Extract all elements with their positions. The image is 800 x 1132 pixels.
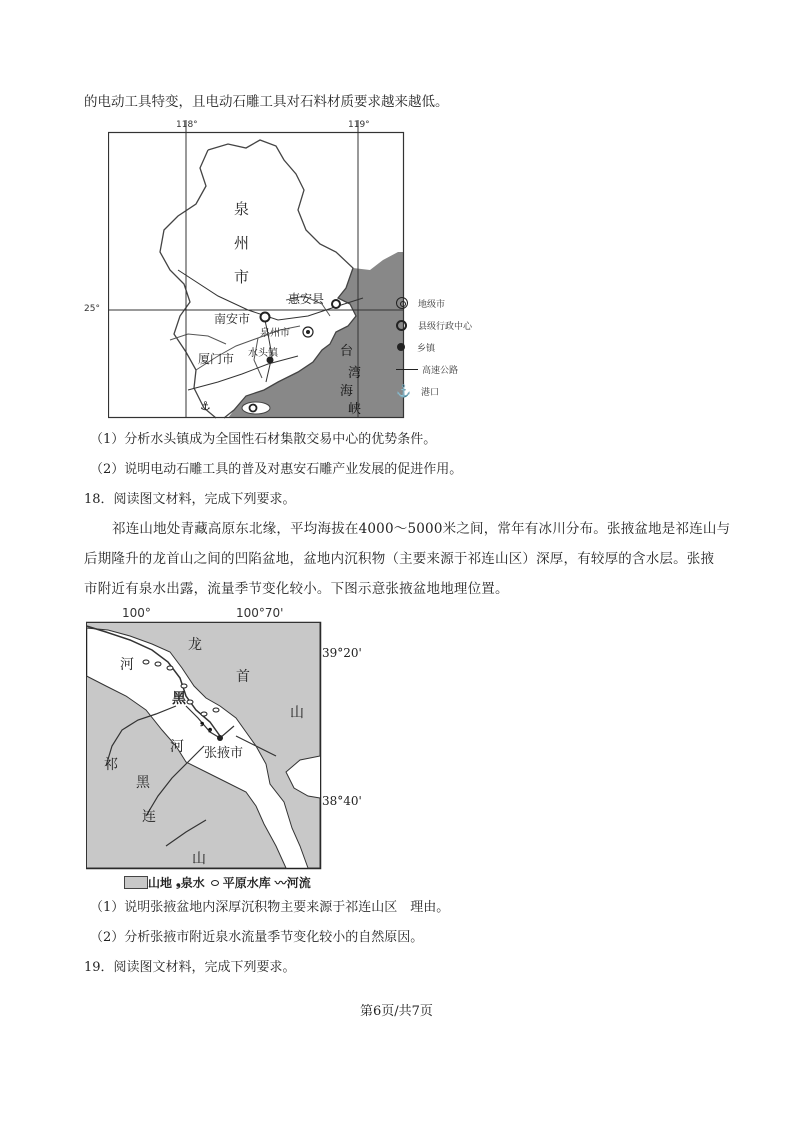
highway-1	[178, 270, 363, 320]
line-icon	[396, 369, 418, 370]
qilian-char-hei: 黑	[136, 775, 150, 791]
legend-label-prefecture: 地级市	[418, 299, 446, 310]
heihe-char-hei: 黑	[172, 691, 186, 707]
heihe-char-he-2: 河	[170, 739, 184, 755]
xiamen-label: 厦门市	[198, 352, 235, 366]
question-18-para-1: 祁连山地处青藏高原东北缘，平均海拔在4000～5000米之间，常年有冰川分布。张掖盆地是祁连山与	[112, 521, 731, 537]
legend-label-highway: 高速公路	[422, 365, 459, 376]
legend-item-highway	[396, 358, 506, 380]
strait-char-3: 海	[340, 384, 354, 399]
quanzhou-city-char-1: 泉	[234, 200, 250, 218]
question-17-2: （2）说明电动石雕工具的普及对惠安石雕产业发展的促进作用。	[90, 462, 463, 477]
longshou-char-shou: 首	[236, 669, 250, 685]
zhangye-label: 张掖市	[204, 746, 244, 761]
lon-100-label: 100°	[122, 606, 151, 620]
reservoir-icon	[167, 666, 173, 670]
huian-marker	[332, 300, 340, 308]
legend-label-township: 乡镇	[417, 343, 436, 354]
reservoir-icon	[187, 700, 193, 704]
mountain-swatch-icon	[124, 876, 148, 889]
map2-legend	[124, 874, 311, 891]
legend-item-prefecture	[396, 292, 506, 314]
map1-legend	[396, 292, 506, 402]
spring-icon: ❟	[176, 875, 181, 889]
qilian-char-qi: 祁	[104, 757, 118, 773]
strait-char-1: 台	[340, 344, 354, 359]
question-18-para-3: 市附近有泉水出露，流量季节变化较小。下图示意张掖盆地地理位置。	[84, 581, 509, 597]
top-text-line: 的电动工具特变，且电动石雕工具对石料材质要求越来越低。	[84, 94, 449, 110]
quanzhou-marker-center	[306, 330, 310, 334]
reservoir-icon	[143, 660, 149, 664]
nanan-marker	[261, 313, 270, 322]
lon-119-label: 119°	[348, 120, 370, 130]
quanzhou-city-char-3: 市	[234, 268, 250, 286]
question-18-2: （2）分析张掖市附近泉水流量季节变化较小的自然原因。	[90, 930, 424, 945]
lat-38-40-label: 38°40'	[322, 794, 362, 808]
legend-item-county	[396, 314, 506, 336]
legend-label-spring: 泉水	[180, 876, 205, 890]
spring-icon: ❟	[200, 714, 205, 727]
question-17-1: （1）分析水头镇成为全国性石材集散交易中心的优势条件。	[90, 432, 437, 447]
lon-118-label: 118°	[176, 120, 198, 130]
reservoir-icon	[213, 708, 219, 712]
legend-label-county: 县级行政中心	[418, 321, 473, 332]
question-19-title: 19．阅读图文材料，完成下列要求。	[84, 960, 296, 975]
qilian-char-shan: 山	[192, 851, 206, 867]
legend-label-port: 港口	[420, 387, 439, 398]
lat-39-20-label: 39°20'	[322, 646, 362, 660]
quanzhou-label: 泉州市	[260, 328, 290, 339]
legend-label-river: 河流	[286, 876, 311, 890]
city-boundary	[160, 150, 216, 418]
shuitou-label: 水头镇	[248, 348, 278, 359]
longshou-char-long: 龙	[188, 637, 202, 653]
island-marker	[250, 405, 257, 412]
anchor-icon: ⚓	[200, 399, 211, 413]
legend-label-mountain: 山地	[148, 876, 173, 890]
legend-item-township	[396, 336, 506, 358]
zhangye-map	[86, 606, 386, 876]
page-footer: 第6页/共7页	[360, 1004, 433, 1019]
lat-25-label: 25°	[84, 304, 100, 314]
double-circle-icon	[396, 297, 408, 309]
nanan-label: 南安市	[214, 312, 251, 326]
strait-char-4: 峡	[348, 402, 362, 417]
huian-label: 惠安县	[288, 292, 325, 306]
dot-icon	[397, 343, 405, 351]
reservoir-icon	[211, 880, 219, 886]
lon-100-70-label: 100°70'	[236, 606, 284, 620]
county-boundary-3	[170, 334, 226, 344]
question-18-para-2: 后期隆升的龙首山之间的凹陷盆地，盆地内沉积物（主要来源于祁连山区）深厚，有较厚的含水层。张掖	[84, 551, 715, 567]
strait-char-2: 湾	[348, 366, 362, 381]
question-18-title: 18．阅读图文材料，完成下列要求。	[84, 492, 296, 507]
question-18-1: （1）说明张掖盆地内深厚沉积物主要来源于祁连山区 理由。	[90, 900, 450, 915]
anchor-icon: ⚓	[396, 384, 411, 398]
longshou-char-shan: 山	[290, 705, 304, 721]
heihe-char-he-1: 河	[120, 657, 134, 673]
spring-icon: ❟	[208, 720, 213, 733]
zhangye-marker	[217, 735, 223, 741]
legend-label-reservoir: 平原水库	[222, 876, 271, 890]
qilian-char-lian: 连	[142, 809, 156, 825]
legend-item-port	[396, 380, 506, 402]
ring-icon	[396, 320, 407, 331]
reservoir-icon	[155, 662, 161, 666]
quanzhou-city-char-2: 州	[234, 234, 250, 252]
river-icon: 〰	[274, 876, 287, 890]
